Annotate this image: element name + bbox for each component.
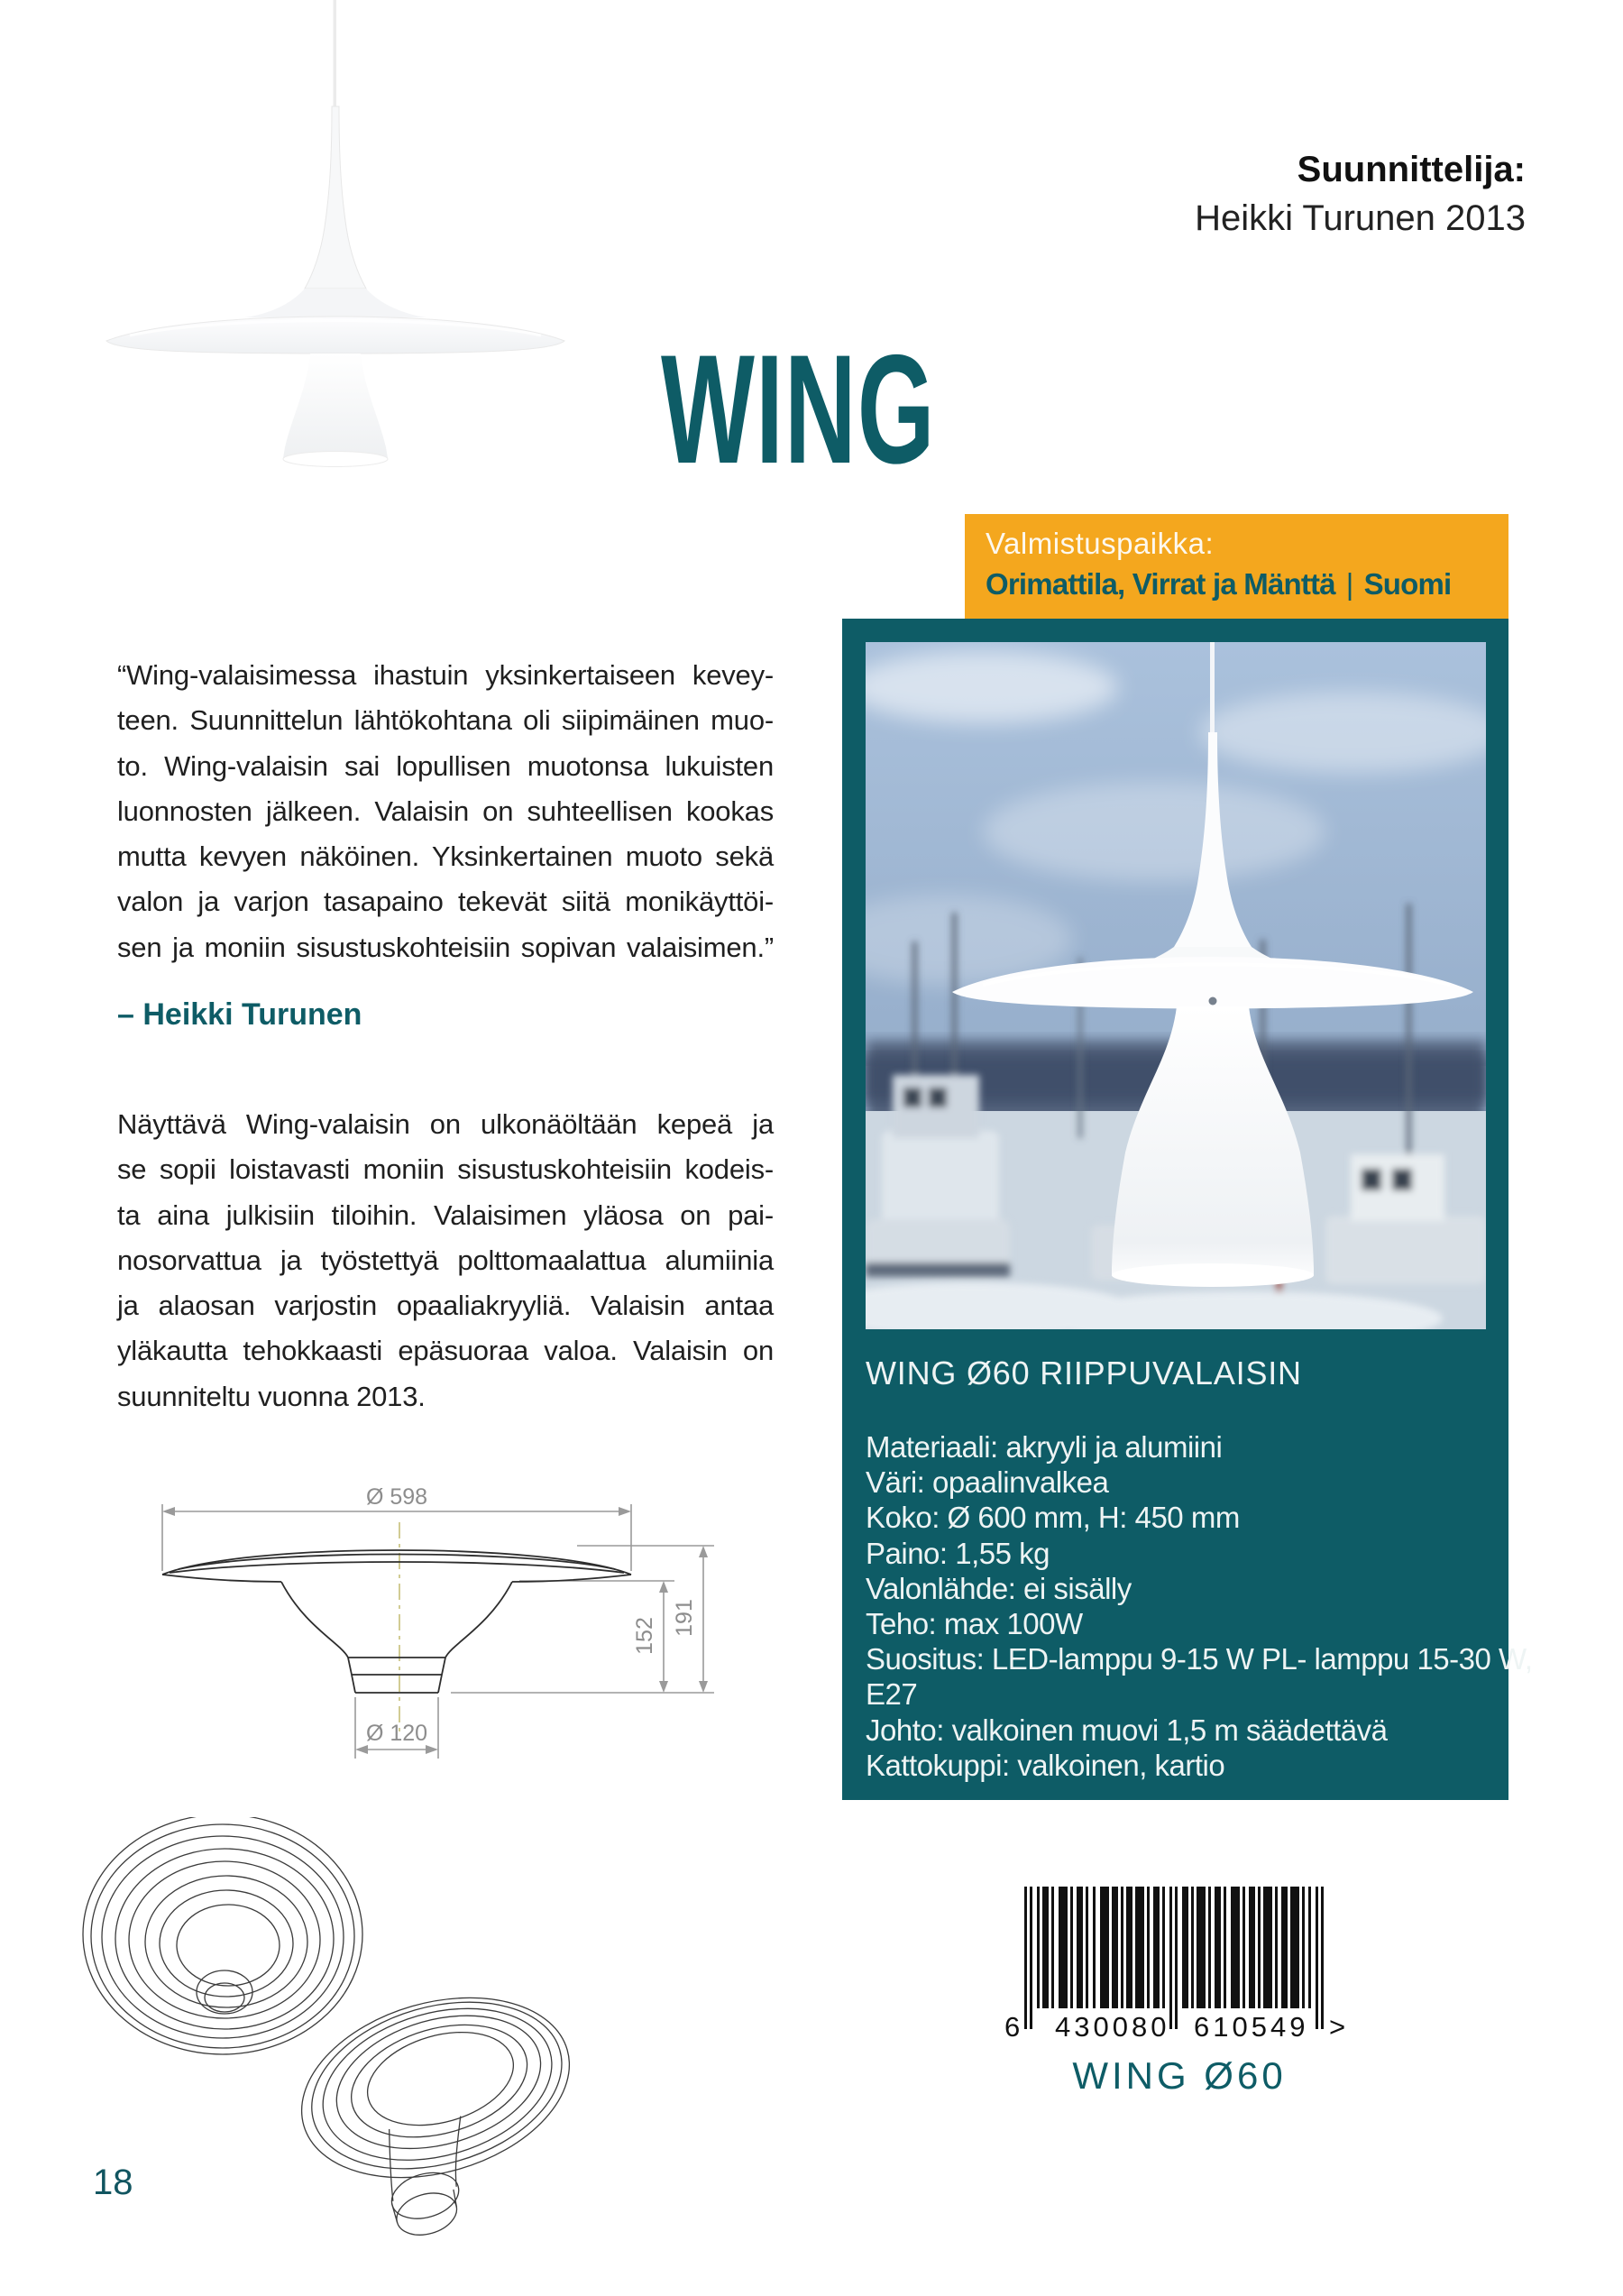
dimension-arrows: [162, 1507, 708, 1754]
spec-line: Väri: opaalinvalkea: [866, 1465, 1109, 1500]
spec-line: Teho: max 100W: [866, 1607, 1083, 1641]
barcode-group1: 430080: [1055, 2011, 1170, 2043]
manufacture-box: [965, 514, 1508, 619]
product-specs: [866, 1429, 1533, 1783]
quote-line: luonnosten jälkeen. Valaisin on suhteellisen kookas: [117, 794, 774, 827]
description-line: yläkautta tehokkaasti epäsuoraa valoa. Valaisin on: [117, 1335, 774, 1367]
lamp-stem-flare: [245, 289, 426, 317]
designer-name: Heikki Turunen 2013: [1195, 198, 1526, 238]
dim-label-diameter-top: Ø 598: [365, 1484, 428, 1510]
description-line: ja alaosan varjostin opaaliakryyliä. Valaisin antaa: [117, 1290, 774, 1322]
barcode-lead-digit: 6: [1004, 2011, 1021, 2043]
quote-line: sen ja moniin sisustuskohteisiin sopivan valaisimen.”: [117, 931, 774, 963]
quote-attribution: – Heikki Turunen: [117, 997, 362, 1032]
lamp-profile: [162, 1550, 631, 1693]
quote-line: “Wing-valaisimessa ihastuin yksinkertaiseen kevey-: [117, 659, 774, 691]
lamp-shade: [283, 354, 388, 465]
product-description: [117, 1102, 774, 1419]
sketch-perspective-view: [280, 1969, 591, 2250]
dim-label-diameter-bottom: Ø 120: [365, 1721, 428, 1746]
lamp-cord: [334, 0, 337, 108]
harbor-photo-scene: [866, 642, 1486, 1329]
description-line: nosorvattua ja työstettyä polttomaalattua alumiinia: [117, 1244, 774, 1276]
quote-line: mutta kevyen näköinen. Yksinkertainen muoto sekä: [117, 840, 774, 873]
manufacture-places: [986, 567, 1508, 602]
sketch-top-view: [83, 1817, 362, 2054]
manufacture-places-text: Orimattila, Virrat ja Mänttä: [986, 567, 1335, 601]
pendant-lamp-photo: [54, 0, 613, 505]
spec-line: Koko: Ø 600 mm, H: 450 mm: [866, 1501, 1240, 1535]
manufacture-label: Valmistuspaikka:: [986, 527, 1215, 560]
spec-line: Johto: valkoinen muovi 1,5 m säädettävä: [866, 1713, 1388, 1747]
manufacture-separator: |: [1345, 567, 1353, 601]
spec-line: Paino: 1,55 kg: [866, 1536, 1050, 1570]
wireframe-sketches: [77, 1817, 591, 2250]
product-photo: [866, 642, 1486, 1329]
description-line: ta aina julkisiin tiloihin. Valaisimen yläosa on pai-: [117, 1199, 774, 1231]
manufacture-country: Suomi: [1363, 567, 1452, 601]
spec-line: Kattokuppi: valkoinen, kartio: [866, 1748, 1225, 1782]
description-line: suunniteltu vuonna 2013.: [117, 1380, 426, 1412]
barcode-caption: WING Ø60: [1072, 2054, 1287, 2097]
spec-line: E27: [866, 1677, 918, 1712]
description-line: se sopii loistavasti moniin sisustuskohteisiin kodeis-: [117, 1153, 774, 1186]
spec-line: Suositus: LED-lamppu 9-15 W PL- lamppu 15-30 W,: [866, 1642, 1533, 1676]
designer-block: [1195, 150, 1526, 239]
page-title: WING: [661, 323, 936, 496]
lamp-stem: [305, 106, 366, 289]
description-line: Näyttävä Wing-valaisin on ulkonäöltään kepeä ja: [117, 1108, 774, 1140]
barcode-digits: [999, 2011, 1360, 2047]
dimension-drawing: [126, 1481, 732, 1778]
page-number: 18: [93, 2163, 133, 2202]
barcode-group2: 610549: [1194, 2011, 1309, 2043]
dim-label-152: 152: [632, 1617, 657, 1655]
designer-quote: [117, 653, 774, 970]
quote-line: to. Wing-valaisin sai lopullisen muotonsa lukuisten: [117, 749, 774, 782]
quote-line: teen. Suunnittelun lähtökohtana oli siipimäinen muo-: [117, 704, 774, 737]
product-box: [842, 619, 1533, 1800]
quote-line: valon ja varjon tasapaino tekevät siitä monikäyttöi-: [117, 886, 774, 918]
lamp-shade-rim: [283, 452, 388, 467]
designer-label: Suunnittelija:: [1297, 150, 1526, 189]
lamp-disc: [106, 317, 564, 354]
dim-label-191: 191: [672, 1599, 697, 1637]
product-heading: WING Ø60 RIIPPUVALAISIN: [866, 1355, 1302, 1391]
barcode-suffix: >: [1329, 2011, 1346, 2043]
spec-line: Materiaali: akryyli ja alumiini: [866, 1430, 1223, 1464]
spec-line: Valonlähde: ei sisälly: [866, 1571, 1132, 1605]
